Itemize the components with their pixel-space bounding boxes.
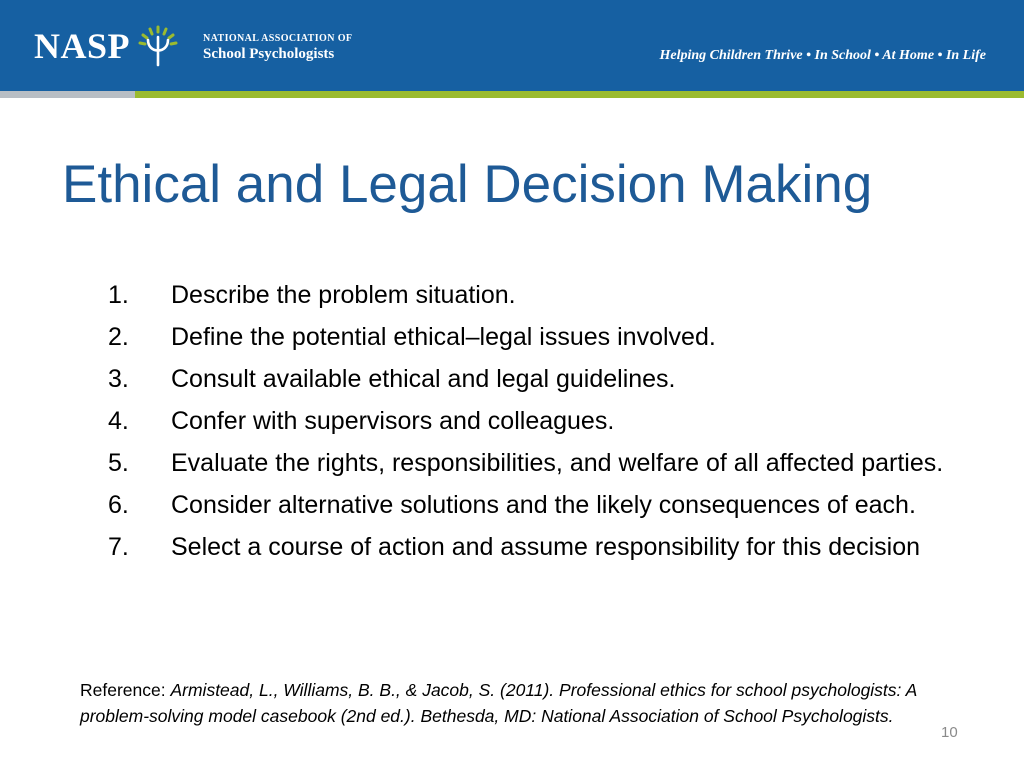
- step-number: 4.: [108, 407, 129, 435]
- step-number: 6.: [108, 491, 129, 519]
- list-item: [108, 404, 978, 438]
- page-number: 10: [941, 724, 958, 741]
- psi-sunburst-icon: [136, 24, 180, 68]
- step-text: Evaluate the rights, responsibilities, and welfare of all affected parties.: [171, 449, 944, 477]
- reference-text: Armistead, L., Williams, B. B., & Jacob, S. (2011). Professional ethics for school psychologists: A problem-solving model casebook (2nd ed.). Bethesda, MD: National Association of School Psychologists.: [80, 680, 917, 726]
- accent-stripe: [0, 91, 1024, 98]
- list-item: [108, 488, 978, 522]
- step-number: 5.: [108, 449, 129, 477]
- step-number: 1.: [108, 281, 129, 309]
- step-number: 2.: [108, 323, 129, 351]
- step-number: 3.: [108, 365, 129, 393]
- reference-label: Reference:: [80, 680, 166, 700]
- step-text: Consider alternative solutions and the likely consequences of each.: [171, 491, 916, 519]
- slide-title: Ethical and Legal Decision Making: [62, 155, 873, 214]
- step-text: Confer with supervisors and colleagues.: [171, 407, 615, 435]
- logo-wordmark: NASP: [34, 26, 131, 66]
- org-name-line2: School Psychologists: [203, 46, 335, 62]
- reference-citation: [80, 677, 940, 729]
- list-item: [108, 278, 978, 312]
- accent-stripe-gray: [0, 91, 135, 98]
- nasp-logo: [34, 24, 180, 68]
- decision-steps-list: [108, 278, 978, 572]
- step-text: Consult available ethical and legal guidelines.: [171, 365, 676, 393]
- step-number: 7.: [108, 533, 129, 561]
- tagline: Helping Children Thrive • In School • At Home • In Life: [659, 48, 986, 63]
- org-name: [203, 33, 352, 64]
- list-item: [108, 530, 978, 564]
- list-item: [108, 320, 978, 354]
- step-text: Select a course of action and assume responsibility for this decision: [171, 533, 920, 561]
- org-name-line1: NATIONAL ASSOCIATION OF: [203, 33, 353, 44]
- list-item: [108, 362, 978, 396]
- step-text: Describe the problem situation.: [171, 281, 516, 309]
- list-item: [108, 446, 978, 480]
- step-text: Define the potential ethical–legal issues involved.: [171, 323, 716, 351]
